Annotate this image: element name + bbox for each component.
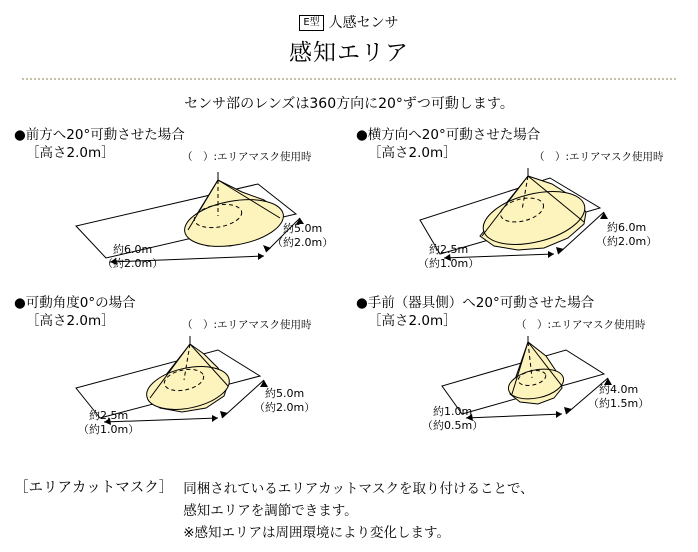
panel-subtitle: ［高さ2.0m］ bbox=[368, 313, 457, 329]
footer-line-3: ※感知エリアは周囲環境により変化します。 bbox=[183, 525, 450, 541]
mask-note: （ ）:エリアマスク使用時 bbox=[182, 151, 312, 163]
header-kicker-row bbox=[0, 14, 698, 32]
panel-subtitle: ［高さ2.0m］ bbox=[26, 313, 115, 329]
dimension-depth: 約4.0m （約1.5m） bbox=[588, 383, 650, 410]
dimension-width: 約6.0m （約2.0m） bbox=[102, 243, 164, 270]
footer-line-2: 感知エリアを調節できます。 bbox=[183, 503, 358, 519]
dimension-depth: 約6.0m （約2.0m） bbox=[596, 221, 658, 248]
header-kicker: 人感センサ bbox=[328, 15, 399, 31]
panel-title: ●手前（器具側）へ20°可動させた場合 bbox=[356, 295, 595, 311]
footer-line-1: 同梱されているエリアカットマスクを取り付けることで、 bbox=[183, 481, 534, 497]
panel-near-20 bbox=[356, 294, 686, 454]
panel-front-20 bbox=[14, 126, 344, 286]
diagram-grid bbox=[0, 126, 698, 446]
panel-title: ●前方へ20°可動させた場合 bbox=[14, 127, 185, 143]
dimension-depth: 約5.0m （約2.0m） bbox=[254, 387, 316, 414]
panel-subtitle: ［高さ2.0m］ bbox=[368, 145, 457, 161]
dimension-depth: 約5.0m （約2.0m） bbox=[272, 222, 334, 249]
panel-side-20 bbox=[356, 126, 686, 286]
page-header bbox=[0, 0, 698, 68]
page-title: 感知エリア bbox=[289, 40, 409, 66]
type-badge: E型 bbox=[299, 15, 323, 31]
panel-angle-0 bbox=[14, 294, 344, 454]
mask-note: （ ）:エリアマスク使用時 bbox=[534, 151, 664, 163]
area-cut-mask-note bbox=[14, 478, 684, 544]
panel-title: ●横方向へ20°可動させた場合 bbox=[356, 127, 541, 143]
lead-text: センサ部のレンズは360方向に20°ずつ可動します。 bbox=[184, 96, 514, 112]
dimension-width: 約1.0m （約0.5m） bbox=[422, 405, 484, 432]
panel-title: ●可動角度0°の場合 bbox=[14, 295, 136, 311]
footer-label: ［エリアカットマスク］ bbox=[14, 480, 174, 496]
dimension-width: 約2.5m （約1.0m） bbox=[78, 409, 140, 436]
panel-subtitle: ［高さ2.0m］ bbox=[26, 145, 115, 161]
mask-note: （ ）:エリアマスク使用時 bbox=[516, 319, 646, 331]
header-divider bbox=[22, 78, 676, 80]
mask-note: （ ）:エリアマスク使用時 bbox=[182, 319, 312, 331]
dimension-width: 約2.5m （約1.0m） bbox=[418, 243, 480, 270]
footer-body bbox=[183, 478, 533, 544]
